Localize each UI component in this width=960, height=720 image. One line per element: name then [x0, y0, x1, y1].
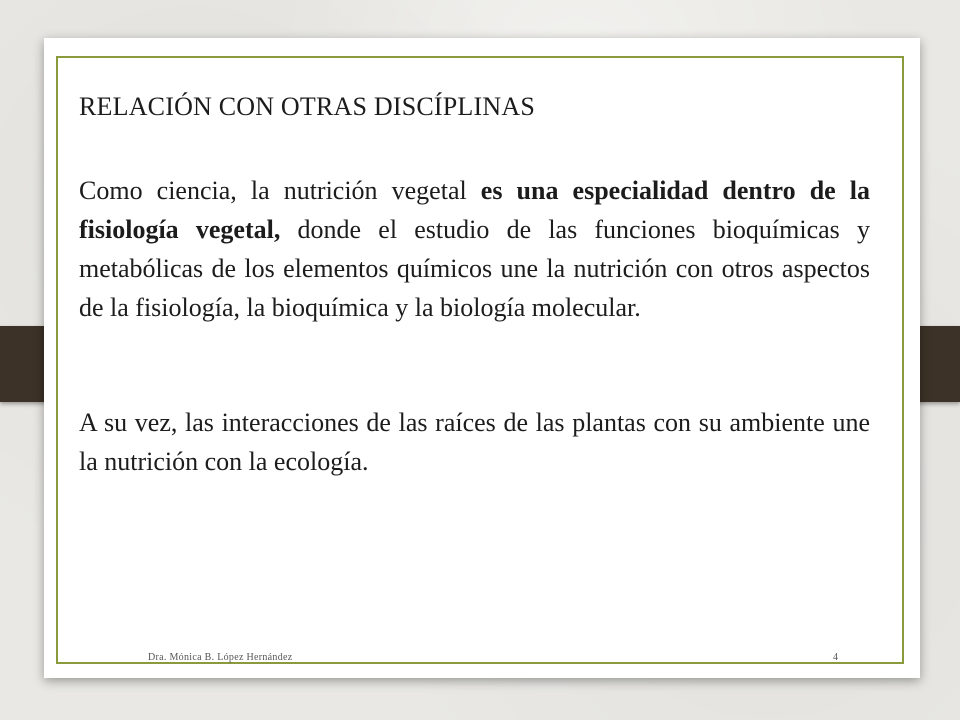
footer-author: Dra. Mónica B. López Hernández: [148, 652, 293, 663]
paragraph-2: A su vez, las interacciones de las raíces de las plantas con su ambiente une la nutrición con la ecología.: [79, 408, 870, 476]
paragraph-1-bold-text: es una especialidad dentro de la fisiología vegetal,: [79, 176, 870, 244]
slide-card: [44, 38, 920, 678]
slide-heading: RELACIÓN CON OTRAS DISCÍPLINAS: [79, 92, 535, 121]
slide-frame: [56, 56, 904, 664]
paragraph-1-text-b: donde el estudio de las funciones bioquímicas y metabólicas de los elementos químicos une la nutrición con otros aspectos de la fisiología, la bioquímica y la biología molecular.: [79, 215, 870, 322]
paragraph-1: [79, 171, 870, 327]
paragraph-1-text-a: Como ciencia, la nutrición vegetal: [79, 176, 481, 205]
page-number: 4: [833, 652, 838, 663]
